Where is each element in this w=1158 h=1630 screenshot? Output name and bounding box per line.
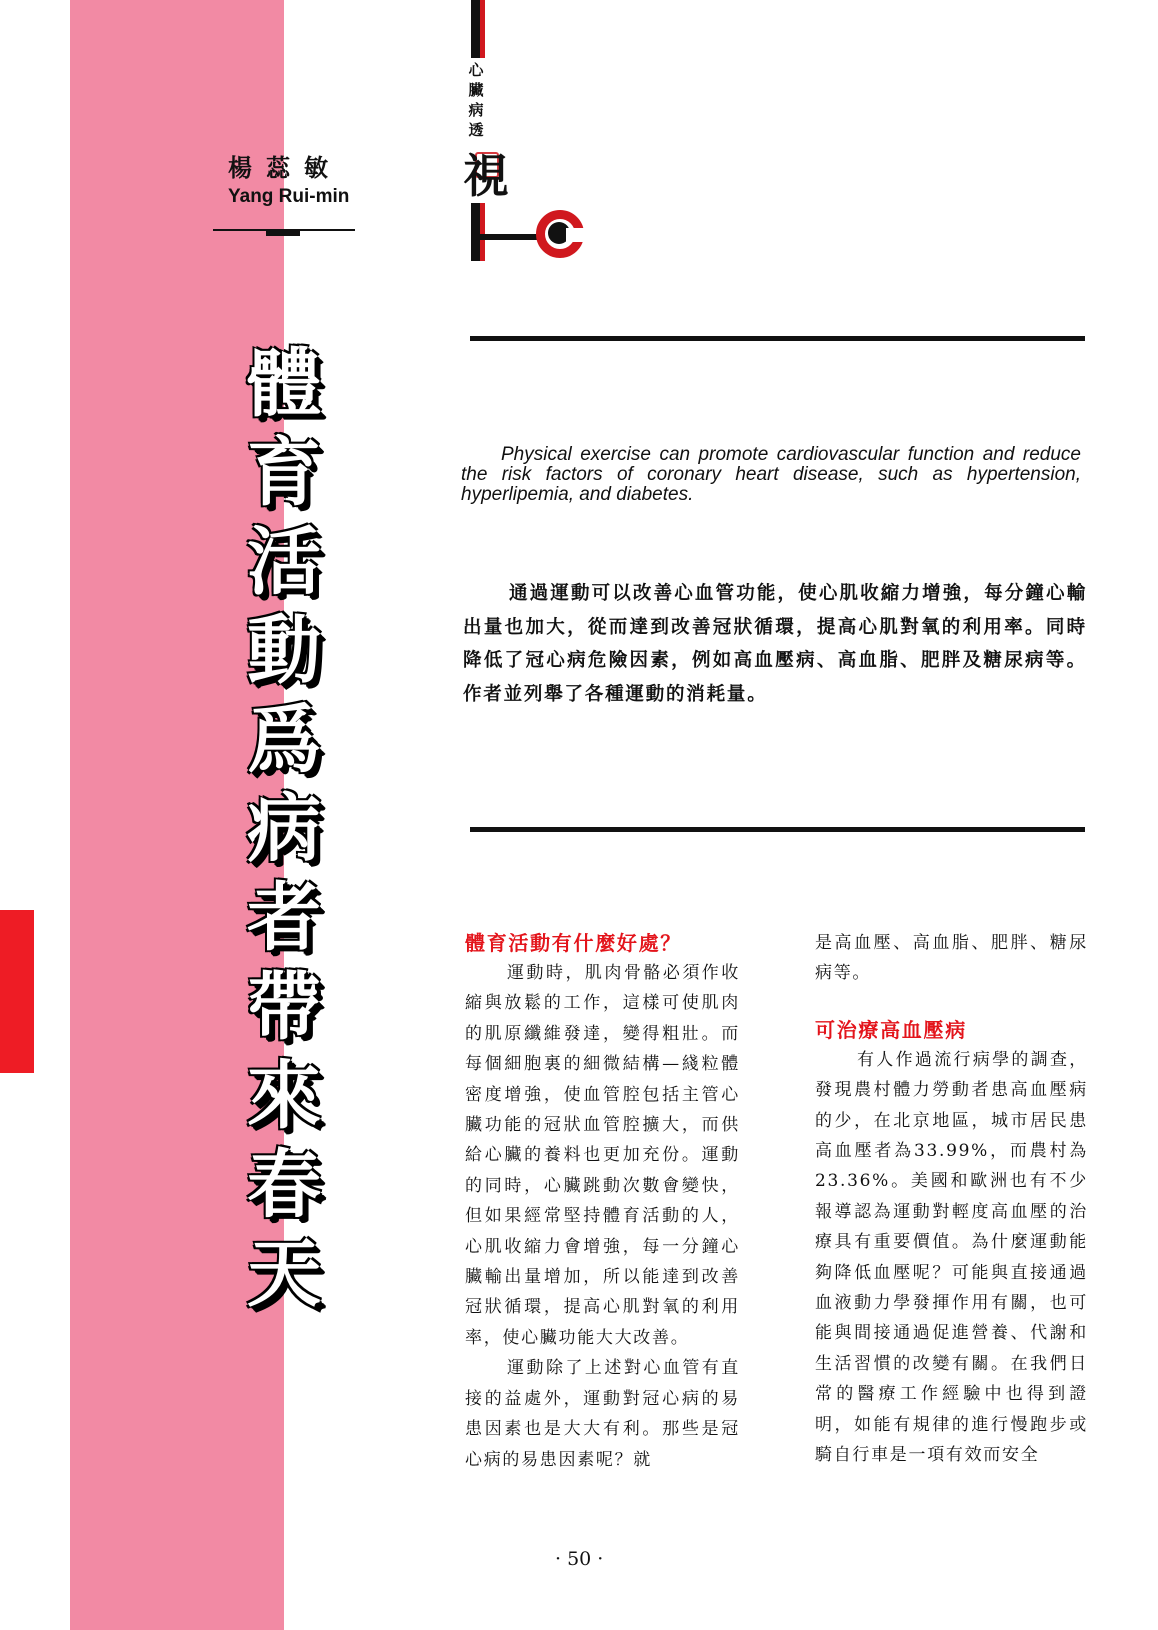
hc-logo-c-opening <box>566 228 586 242</box>
section-heading: 體育活動有什麼好處？ <box>465 931 682 955</box>
column-label-small: 心臟病透 <box>468 61 484 139</box>
title-char: 病 <box>247 786 321 872</box>
title-char: 動 <box>247 608 321 694</box>
body-paragraph: 運動時，肌肉骨骼必須作收縮與放鬆的工作，這樣可使肌肉的肌原纖維發達，變得粗壯。而每個細胞裏的細微結構—綫粒體密度增強，使血管腔包括主管心臟功能的冠狀血管腔擴大，而供給心臟的養料也更加充份。運動的同時，心臟跳動次數會變快，但如果經常堅持體育活動的人，心肌收縮力會增強，每一分鐘心臟輸出量增加，所以能達到改善冠狀循環，提高心肌對氧的利用率，使心臟功能大大改善。 <box>465 963 740 1348</box>
title-char: 天 <box>247 1231 321 1317</box>
body-column-left <box>465 928 740 1475</box>
title-char: 來 <box>247 1053 321 1139</box>
column-logo-bar-accent <box>480 0 485 58</box>
hc-logo-h-stem <box>471 203 480 261</box>
body-paragraph: 有人作過流行病學的調查，發現農村體力勞動者患高血壓病的少，在北京地區，城市居民患高血壓者為33.99%，而農村為23.36%。美國和歐洲也有不少報導認為運動對輕度高血壓的治療具有重要價值。為什麼運動能夠降低血壓呢？可能與直接通過血液動力學發揮作用有關，也可能與間接通過促進營養、代謝和生活習慣的改變有關。在我們日常的醫療工作經驗中也得到證明，如能有規律的進行慢跑步或騎自行車是一項有效而安全 <box>815 1049 1088 1466</box>
title-char: 春 <box>247 1142 321 1228</box>
title-char: 者 <box>247 875 321 961</box>
column-logo-bar <box>471 0 480 58</box>
hc-logo-h-stem-accent <box>480 203 485 261</box>
body-paragraph-continued: 是高血壓、高血脂、肥胖、糖尿病等。 <box>815 933 1088 984</box>
hc-logo-h-bar <box>480 234 542 240</box>
abstract-chinese: 通過運動可以改善心血管功能，使心肌收縮力增強，每分鐘心輸出量也加大，從而達到改善冠狀循環，提高心肌對氧的利用率。同時降低了冠心病危險因素，例如高血壓病、高血脂、肥胖及糖尿病等。作者並列舉了各種運動的消耗量。 <box>463 583 1087 705</box>
body-column-right <box>815 928 1088 1471</box>
title-char: 帶 <box>247 964 321 1050</box>
red-edge-tab <box>0 910 34 1073</box>
author-name-chinese: 楊蕊敏 <box>228 154 342 182</box>
section-heading: 可治療高血壓病 <box>815 1017 967 1042</box>
title-char: 體 <box>247 341 321 427</box>
abstract-english: Physical exercise can promote cardiovascular function and reduce the risk factors of coronary heart disease, such as hypertension, hyperlipemia, and diabetes. <box>461 444 1081 505</box>
author-divider-accent <box>266 229 300 236</box>
title-char: 育 <box>247 430 321 516</box>
article-title <box>236 340 332 1319</box>
column-label-big: 視 <box>463 149 509 203</box>
title-char: 爲 <box>247 697 321 783</box>
abstract-bottom-rule <box>470 827 1085 832</box>
page-number: · 50 · <box>555 1548 604 1570</box>
author-name-english: Yang Rui-min <box>228 186 350 207</box>
abstract-top-rule <box>470 336 1085 341</box>
title-char: 活 <box>247 519 321 605</box>
body-paragraph: 運動除了上述對心血管有直接的益處外，運動對冠心病的易患因素也是大大有利。那些是冠心病的易患因素呢？就 <box>465 1358 740 1470</box>
